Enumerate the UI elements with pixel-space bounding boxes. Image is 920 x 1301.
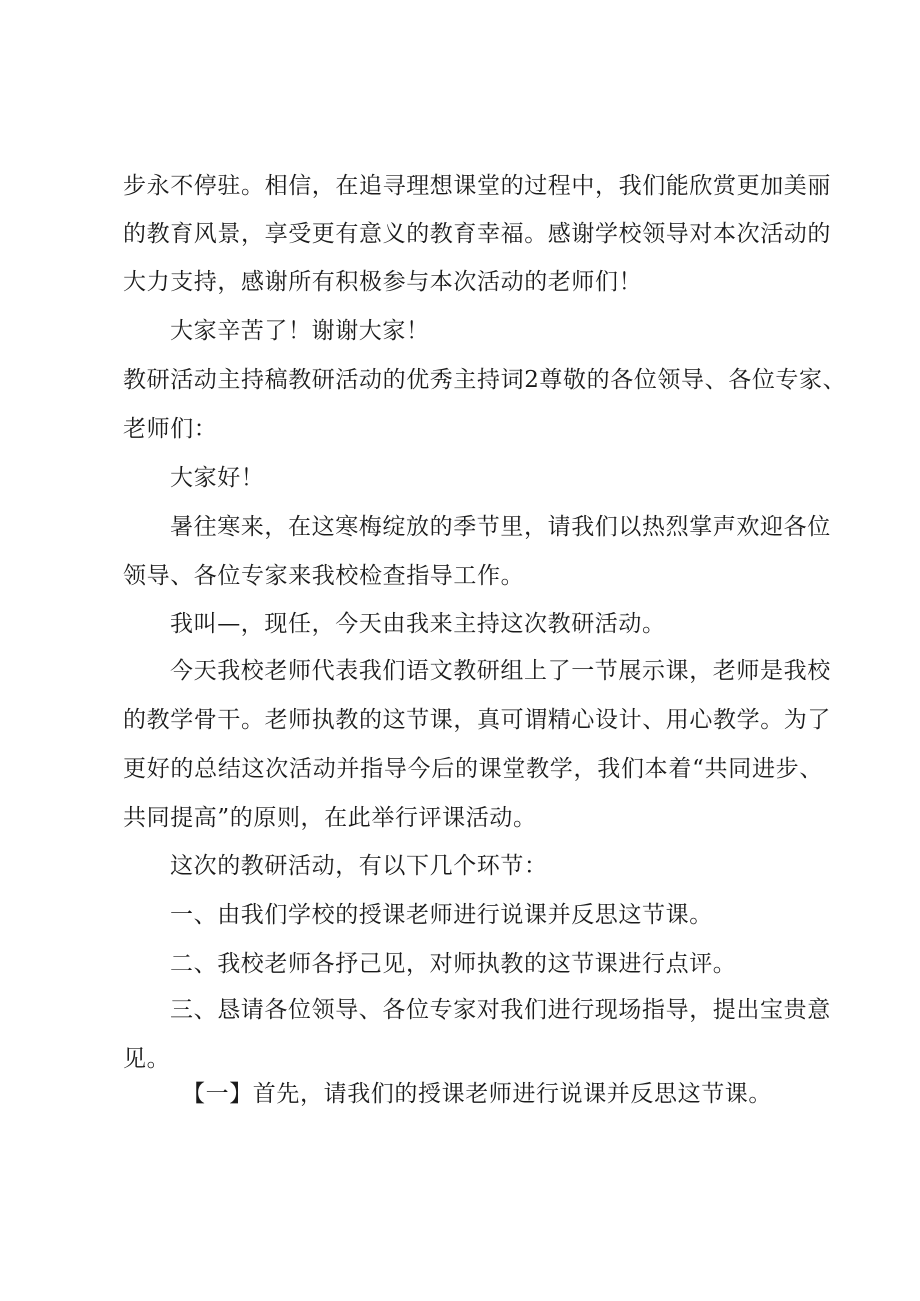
paragraph-line: 步永不停驻。相信，在追寻理想课堂的过程中，我们能欣赏更加美丽 xyxy=(123,173,831,199)
paragraph-line: 的教育风景，享受更有意义的教育幸福。感谢学校领导对本次活动的 xyxy=(123,221,831,247)
paragraph-line: 更好的总结这次活动并指导今后的课堂教学，我们本着“共同进步、 xyxy=(123,756,823,782)
paragraph-line: 大家辛苦了！谢谢大家！ xyxy=(170,318,430,344)
paragraph-line: 老师们： xyxy=(123,416,218,442)
paragraph-line: 领导、各位专家来我校检查指导工作。 xyxy=(123,563,525,589)
paragraph-line: 大家好！ xyxy=(170,465,265,491)
list-item-line: 二、我校老师各抒己见，对师执教的这节课进行点评。 xyxy=(170,951,737,977)
paragraph-line: 这次的教研活动，有以下几个环节： xyxy=(170,853,548,879)
section-heading-line: 教研活动主持稿教研活动的优秀主持词2尊敬的各位领导、各位专家、 xyxy=(123,367,847,393)
list-item-line: 见。 xyxy=(123,1046,171,1072)
list-item-line: 三、恳请各位领导、各位专家对我们进行现场指导，提出宝贵意 xyxy=(170,997,831,1023)
paragraph-line: 暑往寒来，在这寒梅绽放的季节里，请我们以热烈掌声欢迎各位 xyxy=(170,514,831,540)
paragraph-line: 今天我校老师代表我们语文教研组上了一节展示课，老师是我校 xyxy=(170,658,831,684)
paragraph-line: 我叫—，现任，今天由我来主持这次教研活动。 xyxy=(170,611,666,637)
paragraph-line: 大力支持，感谢所有积极参与本次活动的老师们！ xyxy=(123,269,643,295)
paragraph-line: 的教学骨干。老师执教的这节课，真可谓精心设计、用心教学。为了 xyxy=(123,707,831,733)
paragraph-line: 共同提高”的原则，在此举行评课活动。 xyxy=(123,805,537,831)
paragraph-line: 【一】首先，请我们的授课老师进行说课并反思这节课。 xyxy=(182,1081,772,1107)
list-item-line: 一、由我们学校的授课老师进行说课并反思这节课。 xyxy=(170,902,713,928)
